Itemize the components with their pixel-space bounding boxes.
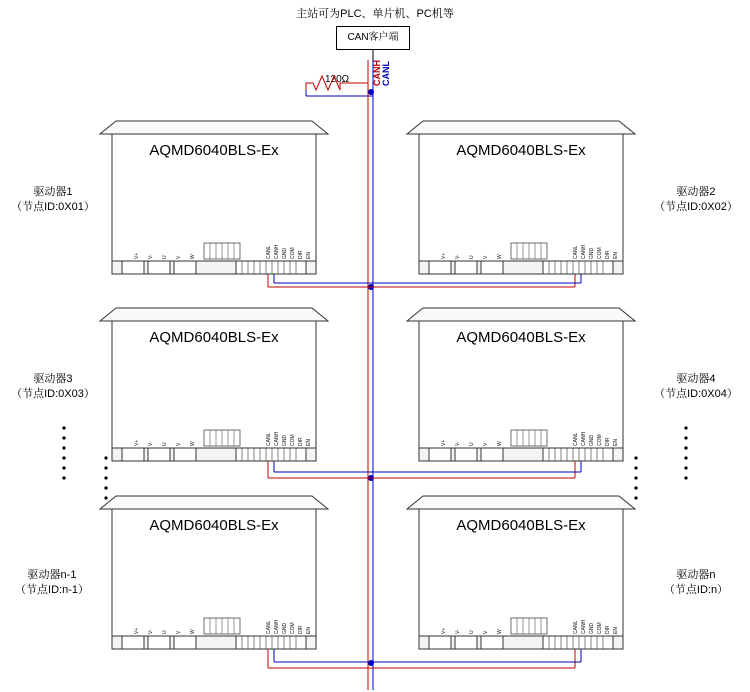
can-master-node <box>336 26 410 50</box>
driver-name-1: 驱动器1 <box>33 186 73 198</box>
terminal-label-en: EN <box>613 439 619 446</box>
driver-model-n: AQMD6040BLS-Ex <box>456 517 586 534</box>
terminal-label-en: EN <box>306 627 312 634</box>
terminal-label: V <box>483 630 489 634</box>
terminal-label: V- <box>148 629 154 634</box>
terminal-label: U <box>469 442 475 446</box>
driver-side-label-3 <box>10 372 96 402</box>
terminal-label: V <box>176 255 182 259</box>
terminal-label-canl: CANL <box>573 245 579 259</box>
terminal-label-canl: CANL <box>573 620 579 634</box>
terminal-label-com: COM <box>290 622 296 634</box>
terminal-label-canh: CANH <box>581 431 587 446</box>
terminal-label-canh: CANH <box>581 244 587 259</box>
terminal-label-gnd: GND <box>589 247 595 259</box>
terminal-label-dir: DIR <box>605 437 611 446</box>
terminal-label-canh: CANH <box>581 619 587 634</box>
driver-name-n-1: 驱动器n-1 <box>27 569 77 581</box>
terminal-label-canh: CANH <box>274 619 280 634</box>
terminal-label-canh: CANH <box>274 431 280 446</box>
can-master-label: CAN客户端 <box>347 32 399 43</box>
terminal-label: V+ <box>134 439 140 446</box>
terminal-label-canh: CANH <box>274 244 280 259</box>
terminal-label: V- <box>148 254 154 259</box>
driver-name-n: 驱动器n <box>676 569 716 581</box>
terminal-label: W <box>190 441 196 446</box>
driver-module[interactable] <box>405 488 637 653</box>
driver-model-4: AQMD6040BLS-Ex <box>456 329 586 346</box>
driver-module[interactable] <box>98 488 330 653</box>
driver-name-3: 驱动器3 <box>33 373 73 385</box>
terminal-label-dir: DIR <box>605 625 611 634</box>
terminal-label-gnd: GND <box>282 434 288 446</box>
terminal-label: V- <box>148 441 154 446</box>
driver-name-4: 驱动器4 <box>676 373 716 385</box>
terminal-label: U <box>469 630 475 634</box>
terminal-label: U <box>162 255 168 259</box>
terminal-label-canl: CANL <box>266 432 272 446</box>
driver-model-n-1: AQMD6040BLS-Ex <box>149 517 279 534</box>
terminal-label-canl: CANL <box>266 245 272 259</box>
driver-model-1: AQMD6040BLS-Ex <box>149 142 279 159</box>
driver-module[interactable] <box>405 300 637 465</box>
terminal-label: U <box>469 255 475 259</box>
driver-node-id-1: （节点ID:0X01） <box>11 200 95 213</box>
driver-node-id-n-1: （节点ID:n-1） <box>15 583 89 596</box>
terminal-label-gnd: GND <box>282 247 288 259</box>
terminal-label-en: EN <box>613 252 619 259</box>
driver-side-label-1 <box>10 185 96 215</box>
canl-bus-label: CANL <box>381 61 391 86</box>
driver-module[interactable] <box>405 113 637 278</box>
terminal-label-dir: DIR <box>298 437 304 446</box>
driver-module[interactable] <box>98 300 330 465</box>
terminal-label-gnd: GND <box>589 434 595 446</box>
terminal-label: V <box>483 255 489 259</box>
terminal-label: V- <box>455 629 461 634</box>
driver-name-2: 驱动器2 <box>676 186 716 198</box>
terminal-label-gnd: GND <box>589 622 595 634</box>
terminal-label: W <box>190 254 196 259</box>
canh-bus-label: CANH <box>372 60 382 86</box>
terminal-label: V- <box>455 441 461 446</box>
terminal-label-com: COM <box>597 622 603 634</box>
driver-node-id-3: （节点ID:0X03） <box>11 387 95 400</box>
driver-side-label-2 <box>648 185 744 215</box>
terminal-label-com: COM <box>597 434 603 446</box>
terminal-label-dir: DIR <box>298 625 304 634</box>
driver-model-2: AQMD6040BLS-Ex <box>456 142 586 159</box>
driver-node-id-2: （节点ID:0X02） <box>654 200 738 213</box>
terminal-label: V <box>176 630 182 634</box>
terminal-label: V+ <box>441 439 447 446</box>
terminal-label-en: EN <box>613 627 619 634</box>
terminal-label: W <box>497 441 503 446</box>
terminal-label: V <box>483 442 489 446</box>
driver-side-label-n-1 <box>6 568 98 598</box>
terminal-label-com: COM <box>290 247 296 259</box>
terminal-label: V+ <box>441 627 447 634</box>
terminal-label-com: COM <box>597 247 603 259</box>
terminal-label-dir: DIR <box>605 250 611 259</box>
terminal-label-canl: CANL <box>266 620 272 634</box>
terminal-label: U <box>162 442 168 446</box>
terminal-label-gnd: GND <box>282 622 288 634</box>
terminal-label: W <box>497 629 503 634</box>
terminal-label: V+ <box>134 252 140 259</box>
terminal-label-en: EN <box>306 252 312 259</box>
driver-side-label-4 <box>648 372 744 402</box>
terminal-label: V+ <box>134 627 140 634</box>
terminal-label: W <box>497 254 503 259</box>
driver-side-label-n <box>648 568 744 598</box>
driver-node-id-4: （节点ID:0X04） <box>654 387 738 400</box>
terminal-label: V+ <box>441 252 447 259</box>
terminating-resistor-label: 120Ω <box>325 74 350 85</box>
terminal-label-dir: DIR <box>298 250 304 259</box>
terminal-label: V- <box>455 254 461 259</box>
driver-node-id-n: （节点ID:n） <box>663 583 729 596</box>
terminal-label: W <box>190 629 196 634</box>
driver-module[interactable] <box>98 113 330 278</box>
terminal-label: V <box>176 442 182 446</box>
terminal-label: U <box>162 630 168 634</box>
terminal-label-com: COM <box>290 434 296 446</box>
diagram-title: 主站可为PLC、单片机、PC机等 <box>296 8 454 20</box>
terminal-label-canl: CANL <box>573 432 579 446</box>
terminal-label-en: EN <box>306 439 312 446</box>
driver-model-3: AQMD6040BLS-Ex <box>149 329 279 346</box>
